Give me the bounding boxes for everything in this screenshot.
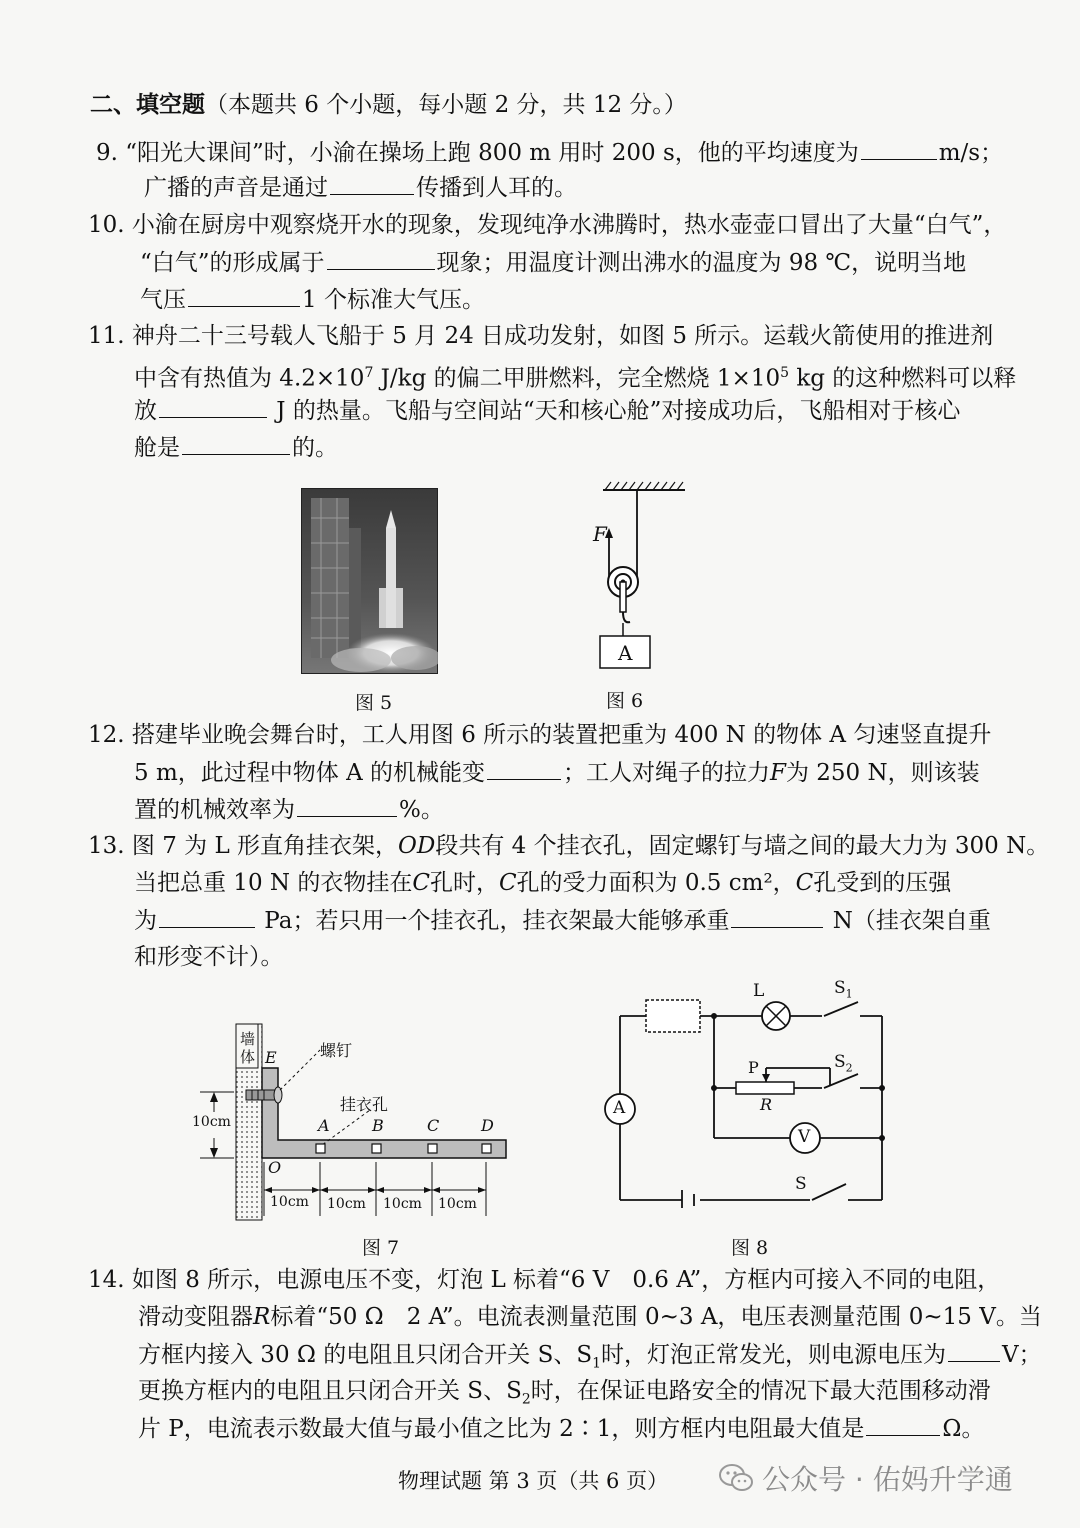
rheostat-r-label: R — [760, 1095, 773, 1114]
question-text: 为 — [134, 908, 157, 934]
question-10-line-3 — [140, 282, 485, 317]
force-symbol: F — [770, 760, 786, 786]
question-number: 10. — [88, 212, 125, 238]
question-12-line-2 — [134, 755, 980, 790]
question-text: 舱是 — [134, 435, 180, 461]
subscript: 2 — [521, 1391, 531, 1408]
segment-label: 10cm — [270, 1194, 309, 1210]
screw-label: 螺钉 — [320, 1041, 353, 1060]
question-text: 中含有热值为 4.2×10 — [134, 365, 365, 392]
answer-blank[interactable] — [188, 282, 300, 307]
question-text: 滑动变阻器 — [138, 1304, 253, 1330]
question-13-line-2 — [134, 866, 951, 900]
answer-blank[interactable] — [487, 755, 561, 780]
question-number: 12. — [88, 722, 125, 748]
question-text: 标着“50 Ω 2 A”。电流表测量范围 0~3 A，电压表测量范围 0~15 V。当 — [270, 1304, 1042, 1330]
point-o-label: O — [268, 1158, 282, 1177]
question-11-line-1 — [88, 319, 993, 353]
figure-6-pulley — [585, 478, 695, 677]
question-text: 5 m，此过程中物体 A 的机械能变 — [134, 760, 485, 786]
switch-s2-label: $S_2$ — [834, 1052, 853, 1075]
wall-label-1: 墙 — [240, 1030, 256, 1048]
question-11-line-3 — [134, 393, 960, 428]
question-text: 和形变不计）。 — [134, 944, 284, 970]
question-number: 11. — [88, 323, 125, 349]
wechat-icon — [718, 1463, 754, 1493]
answer-blank[interactable] — [866, 1411, 940, 1436]
figure-5-rocket-photo — [301, 488, 438, 678]
question-text: m/s； — [938, 140, 1004, 166]
hole-label: 挂衣孔 — [340, 1095, 389, 1114]
page-footer: 物理试题 第 3 页（共 6 页） — [398, 1469, 669, 1493]
question-text: J/kg 的偏二甲肼燃料，完全燃烧 1×10 — [373, 365, 781, 392]
figure-5-caption: 图 5 — [355, 692, 393, 714]
subscript: 1 — [592, 1355, 602, 1372]
wall-label-2: 体 — [240, 1048, 256, 1066]
switch-s-label: S — [795, 1174, 807, 1194]
segment-label: 10cm — [438, 1196, 477, 1212]
answer-blank[interactable] — [731, 903, 823, 928]
superscript: 7 — [364, 365, 374, 381]
question-13-line-3 — [134, 903, 991, 938]
figure-7-caption: 图 7 — [362, 1237, 400, 1259]
question-text: 为 250 N，则该装 — [785, 760, 980, 786]
question-number: 9. — [96, 140, 118, 166]
question-9-line-1 — [96, 135, 1003, 170]
slider-p-label: P — [748, 1058, 759, 1077]
question-13-line-1 — [88, 829, 1049, 863]
question-14-line-5 — [138, 1411, 984, 1446]
hole-symbol: C — [498, 870, 517, 896]
hole-b-label: B — [372, 1116, 384, 1135]
question-13-line-4 — [134, 940, 284, 974]
watermark-text: 公众号 · 佑妈升学通 — [762, 1463, 1013, 1496]
answer-blank[interactable] — [159, 903, 255, 928]
question-text: “白气”的形成属于 — [140, 250, 325, 276]
figure-6-caption: 图 6 — [606, 690, 644, 712]
question-text: 搭建毕业晚会舞台时，工人用图 6 所示的装置把重为 400 N 的物体 A 匀速竖直提升 — [131, 722, 992, 748]
watermark — [718, 1458, 1013, 1498]
answer-blank[interactable] — [861, 135, 937, 160]
answer-blank[interactable] — [159, 393, 267, 418]
question-text: 1 个标准大气压。 — [302, 287, 485, 313]
question-10-line-1 — [88, 208, 1006, 242]
question-text: 传播到人耳的。 — [416, 175, 577, 201]
question-text: 气压 — [140, 287, 186, 313]
height-label: 10cm — [192, 1114, 231, 1130]
answer-blank[interactable] — [330, 170, 414, 195]
question-14-line-2 — [138, 1300, 1042, 1334]
question-text: 方框内接入 30 Ω 的电阻且只闭合开关 S、S — [138, 1342, 593, 1368]
question-text: 片 P，电流表示数最大值与最小值之比为 2∶1，则方框内电阻最大值是 — [138, 1416, 865, 1442]
question-text: 更换方框内的电阻且只闭合开关 S、S — [138, 1378, 522, 1404]
question-text: 孔时， — [429, 870, 499, 896]
question-text: %。 — [399, 797, 444, 823]
lamp-label: L — [753, 981, 765, 1001]
switch-s1-label: $S_1$ — [834, 978, 853, 1001]
question-text: N（挂衣架自重 — [825, 908, 991, 934]
hole-symbol: C — [795, 870, 814, 896]
question-number: 13. — [88, 833, 125, 859]
hole-symbol: C — [412, 870, 430, 896]
question-text: 时，在保证电路安全的情况下最大范围移动滑 — [530, 1378, 991, 1404]
force-label: F — [593, 522, 607, 546]
rheostat-symbol: R — [253, 1304, 271, 1330]
hole-c-label: C — [427, 1116, 440, 1135]
question-text: 神舟二十三号载人飞船于 5 月 24 日成功发射，如图 5 所示。运载火箭使用的推进剂 — [131, 323, 994, 349]
section-note: （本题共 6 个小题，每小题 2 分，共 12 分。） — [205, 92, 687, 118]
question-text: 的。 — [292, 435, 338, 461]
answer-blank[interactable] — [182, 430, 290, 455]
question-text: 孔受到的压强 — [813, 870, 952, 896]
question-text: J 的热量。飞船与空间站“天和核心舱”对接成功后，飞船相对于核心 — [269, 398, 961, 424]
question-text: 当把总重 10 N 的衣物挂在 — [134, 870, 413, 896]
answer-blank[interactable] — [948, 1337, 1000, 1362]
segment-label: 10cm — [327, 1196, 366, 1212]
segment-label: 10cm — [383, 1196, 422, 1212]
question-11-line-2 — [134, 356, 1016, 396]
answer-blank[interactable] — [297, 792, 397, 817]
question-text: 段共有 4 个挂衣孔，固定螺钉与墙之间的最大力为 300 N。 — [435, 833, 1050, 859]
answer-blank[interactable] — [327, 245, 435, 270]
ammeter-label: A — [613, 1098, 626, 1118]
question-text: 图 7 为 L 形直角挂衣架， — [131, 833, 399, 859]
question-text: “阳光大课间”时，小渝在操场上跑 800 m 用时 200 s，他的平均速度为 — [125, 140, 859, 166]
segment-symbol: OD — [398, 833, 436, 859]
figure-8-caption: 图 8 — [731, 1237, 769, 1259]
question-12-line-3 — [134, 792, 444, 827]
hole-d-label: D — [481, 1116, 494, 1135]
box-label: A — [618, 641, 633, 665]
question-text: 放 — [134, 398, 157, 424]
question-text: 现象；用温度计测出沸水的温度为 98 ℃，说明当地 — [436, 250, 967, 276]
hole-a-label: A — [318, 1116, 330, 1135]
question-text: 置的机械效率为 — [134, 797, 295, 823]
question-text: 时，灯泡正常发光，则电源电压为 — [601, 1342, 947, 1368]
question-text: 小渝在厨房中观察烧开水的现象，发现纯净水沸腾时，热水壶壶口冒出了大量“白气”， — [131, 212, 1007, 238]
question-14-line-1 — [88, 1263, 1000, 1297]
section-title — [90, 88, 687, 122]
question-12-line-1 — [88, 718, 991, 752]
question-text: Ω。 — [942, 1416, 985, 1442]
voltmeter-label: V — [798, 1127, 811, 1147]
point-e-label: E — [265, 1048, 277, 1067]
question-9-line-2 — [144, 170, 577, 205]
question-10-line-2 — [140, 245, 966, 280]
question-text: 如图 8 所示，电源电压不变，灯泡 L 标着“6 V 0.6 A”，方框内可接入不同的电阻， — [131, 1267, 1001, 1293]
figure-7-hanger — [190, 1020, 520, 1230]
section-label: 二、填空题 — [90, 91, 205, 118]
question-text: 广播的声音是通过 — [144, 175, 328, 201]
question-text: kg 的这种燃料可以释 — [789, 365, 1017, 392]
question-text: ；工人对绳子的拉力 — [563, 760, 770, 786]
superscript: 5 — [780, 365, 790, 381]
figure-8-circuit — [596, 978, 896, 1208]
question-number: 14. — [88, 1267, 125, 1293]
question-text: V； — [1002, 1342, 1042, 1368]
question-text: Pa；若只用一个挂衣孔，挂衣架最大能够承重 — [257, 908, 730, 934]
question-11-line-4 — [134, 430, 338, 465]
question-text: 孔的受力面积为 0.5 cm²， — [516, 870, 796, 896]
